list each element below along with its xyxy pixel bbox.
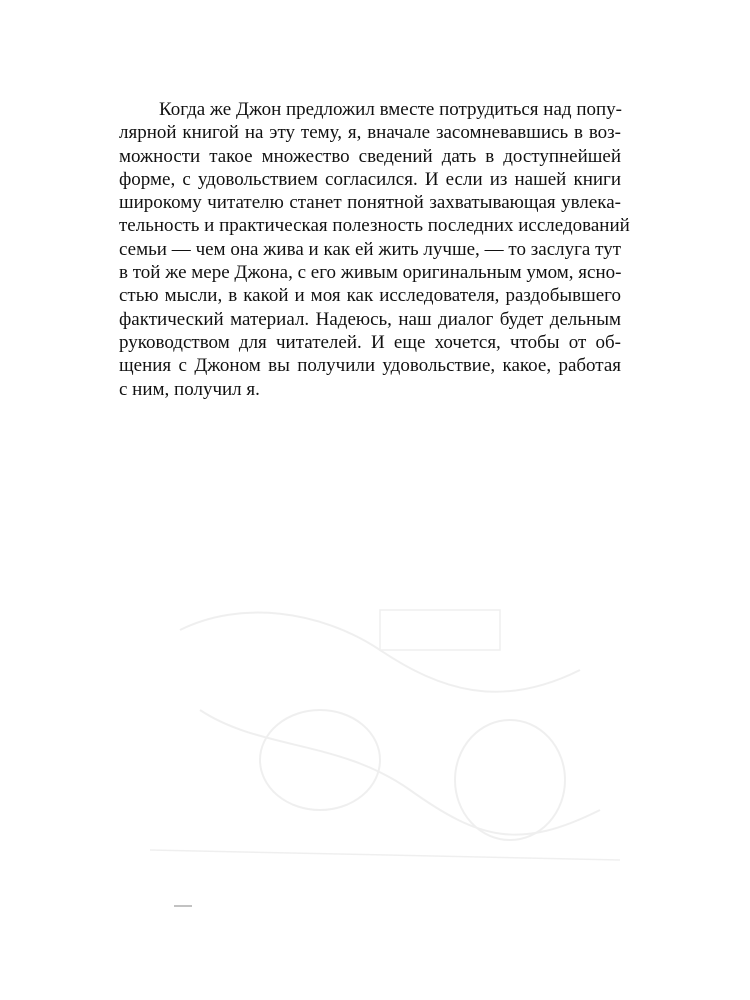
paragraph-line: в той же мере Джона, с его живым оригинальным умом, ясно- bbox=[119, 262, 622, 284]
bleed-through-illustration bbox=[120, 590, 640, 890]
paragraph-line: руководством для читателей. И еще хочется, чтобы от об- bbox=[119, 331, 621, 353]
paragraph-line: семьи — чем она жива и как ей жить лучше, — то заслуга тут bbox=[119, 238, 621, 260]
body-paragraph bbox=[119, 98, 630, 401]
paragraph-line: широкому читателю станет понятной захватывающая увлека- bbox=[119, 192, 621, 214]
paragraph-line: стью мысли, в какой и моя как исследователя, раздобывшего bbox=[119, 285, 621, 307]
paragraph-line: можности такое множество сведений дать в доступнейшей bbox=[119, 145, 621, 167]
paragraph-line: Когда же Джон предложил вместе потрудиться над попу- bbox=[159, 99, 622, 120]
paragraph-line: тельность и практическая полезность последних исследований bbox=[119, 215, 630, 237]
paragraph-line: форме, с удовольствием согласился. И если из нашей книги bbox=[119, 168, 621, 190]
scan-mark bbox=[174, 905, 192, 907]
paragraph-line: фактический материал. Надеюсь, наш диалог будет дельным bbox=[119, 308, 621, 330]
paragraph-line: лярной книгой на эту тему, я, вначале засомневавшись в воз- bbox=[119, 122, 621, 144]
paragraph-line: с ним, получил я. bbox=[119, 378, 260, 400]
paragraph-line: щения с Джоном вы получили удовольствие, какое, работая bbox=[119, 355, 621, 377]
